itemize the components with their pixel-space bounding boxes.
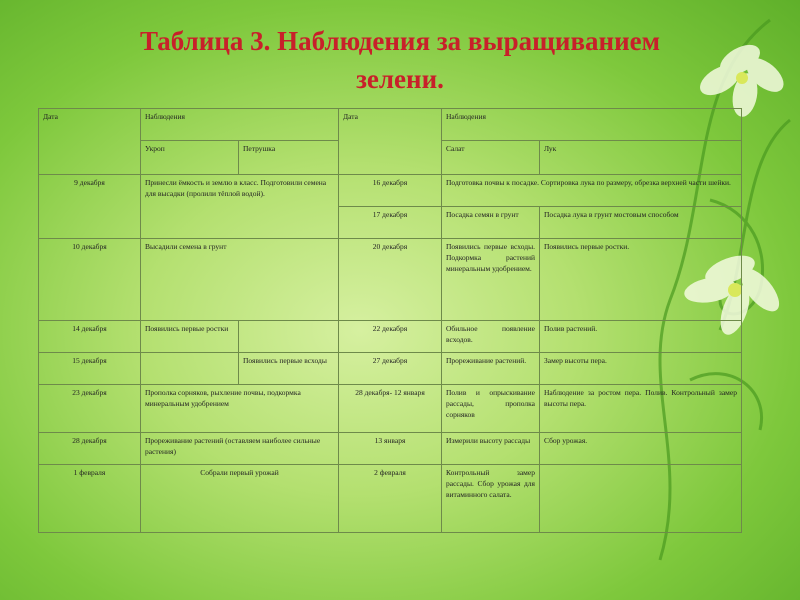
date-cell: 22 декабря [339, 321, 442, 353]
table-row [39, 175, 742, 207]
header-observations-left: Наблюдения [141, 109, 339, 141]
date-cell: 1 февраля [39, 465, 141, 533]
onion-cell: Полив растений. [540, 321, 742, 353]
observation-cell: Подготовка почвы к посадке. Сортировка лука по размеру, обрезка верхней части шейки. [442, 175, 742, 207]
date-cell: 15 декабря [39, 353, 141, 385]
date-cell: 17 декабря [339, 207, 442, 239]
observation-cell: Высадили семена в грунт [141, 239, 339, 321]
onion-cell: Сбор урожая. [540, 433, 742, 465]
table-row [39, 465, 742, 533]
date-cell: 14 декабря [39, 321, 141, 353]
table-row [39, 433, 742, 465]
title-line-1: Таблица 3. Наблюдения за выращиванием [139, 26, 661, 56]
header-parsley: Петрушка [239, 141, 339, 175]
header-date-right: Дата [339, 109, 442, 175]
date-cell: 23 декабря [39, 385, 141, 433]
dill-cell [141, 353, 239, 385]
observation-cell: Принесли ёмкость и землю в класс. Подготовили семена для высадки (пролили тёплой водой). [141, 175, 339, 239]
date-cell: 2 февраля [339, 465, 442, 533]
onion-cell: Наблюдение за ростом пера. Полив. Контрольный замер высоты пера. [540, 385, 742, 433]
date-cell: 20 декабря [339, 239, 442, 321]
onion-cell: Появились первые ростки. [540, 239, 742, 321]
lettuce-cell: Контрольный замер рассады. Сбор урожая для витаминного салата. [442, 465, 540, 533]
lettuce-cell: Полив и опрыскивание рассады, прополка сорняков [442, 385, 540, 433]
table-row [39, 385, 742, 433]
lettuce-cell: Прореживание растений. [442, 353, 540, 385]
onion-cell: Посадка лука в грунт мостовым способом [540, 207, 742, 239]
parsley-cell: Появились первые всходы [239, 353, 339, 385]
observation-cell: Прореживание растений (оставляем наиболее сильные растения) [141, 433, 339, 465]
date-cell: 9 декабря [39, 175, 141, 239]
onion-cell [540, 465, 742, 533]
page-title [60, 22, 740, 98]
header-lettuce: Салат [442, 141, 540, 175]
lettuce-cell: Измерили высоту рассады [442, 433, 540, 465]
header-dill: Укроп [141, 141, 239, 175]
date-cell: 28 декабря- 12 января [339, 385, 442, 433]
parsley-cell [239, 321, 339, 353]
table-row [39, 353, 742, 385]
table-row [39, 321, 742, 353]
table-header-row [39, 109, 742, 141]
lettuce-cell: Появились первые всходы. Подкормка растений минеральным удобрением. [442, 239, 540, 321]
onion-cell: Замер высоты пера. [540, 353, 742, 385]
observation-cell: Прополка сорняков, рыхление почвы, подкормка минеральным удобрением [141, 385, 339, 433]
dill-cell: Появились первые ростки [141, 321, 239, 353]
date-cell: 13 января [339, 433, 442, 465]
lettuce-cell: Обильное появление всходов. [442, 321, 540, 353]
date-cell: 28 декабря [39, 433, 141, 465]
table-row [39, 239, 742, 321]
date-cell: 27 декабря [339, 353, 442, 385]
header-date-left: Дата [39, 109, 141, 175]
header-observations-right: Наблюдения [442, 109, 742, 141]
lettuce-cell: Посадка семян в грунт [442, 207, 540, 239]
observations-table [38, 108, 742, 533]
title-line-2: зелени. [356, 64, 444, 94]
observation-cell: Собрали первый урожай [141, 465, 339, 533]
date-cell: 16 декабря [339, 175, 442, 207]
header-onion: Лук [540, 141, 742, 175]
date-cell: 10 декабря [39, 239, 141, 321]
